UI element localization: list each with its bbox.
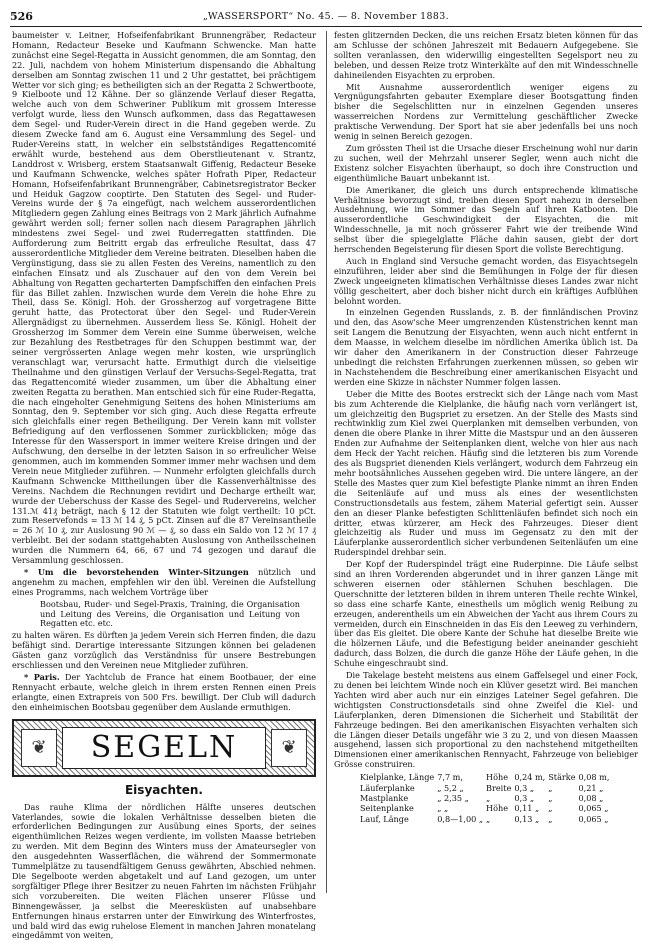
table-row <box>360 783 612 793</box>
table-cell: 0,065 „ <box>578 813 609 824</box>
table-cell: 0,8—1,00 „ <box>437 813 484 824</box>
table-cell: Höhe <box>486 803 509 814</box>
column-divider <box>326 31 327 893</box>
table-cell: „ <box>548 813 553 824</box>
left-column <box>12 30 316 941</box>
table-cell: 7,7 m, <box>437 772 463 783</box>
lecture-topics: Bootsbau, Ruder- und Segel-Praxis, Training, die Organisation und Leitung des Vereins, die Organisation und Leitung von Regatten etc. etc. <box>40 598 300 629</box>
article-paragraph: Ueber die Mitte des Bootes erstreckt sich der Länge nach vom Mast bis zum Achterende die Kielplanke, die häufig nach vorn verlängert ist, um gleichzeitig den Bugspriet zu ersetzen. An der Stelle des Masts sind rechtwinklig zum Kiel zwei Querplanken mit demselben verbunden, von denen die obere Planke in ihrer Mitte die Mastspur und an den äusseren Enden zur Aufnahme der Seitenplanken dient, welche von hier aus nach dem Heck der Yacht reichen. Häufig sind die letzteren bis zum Vorende des als Bugspriet dienenden Kiels verlängert, wodurch dem Fahrzeug ein mehr bootsähnliches Aussehen gegeben wird. Die untere längere, an der Stelle des Mastes quer zum Kiel befestigte Planke nimmt an ihren Enden die Seitenläufe auf und muss als eines der wesentlichsten Constructionsdetails aus festem, zähem Material gefertigt sein. Ausser den an dieser Planke befestigten Schlittenläufen befindet sich noch ein dritter, etwas kürzerer, am Heck des Fahrzeuges. Dieser dient gleichzeitig als Ruder und muss im Gegensatz zu den mit der Läuferplanke ausserordentlich sicher verbundenen Seitenläufen um eine Ruderspindel drehbar sein. <box>334 388 638 558</box>
table-cell: 0,3 „ <box>514 792 535 803</box>
table-cell: Lauf, Länge <box>360 813 409 824</box>
page-header <box>10 8 642 27</box>
article-paragraph: Auch in England sind Versuche gemacht worden, das Eisyachtsegeln einzuführen, leider aber sind die Bemühungen in Folge der für diesen Zweck ungeeigneten klimatischen Verhältnisse dieses Landes zwar nicht völlig gescheitert, aber doch bisher nicht durch ein kräftiges Aufblühen belohnt worden. <box>334 255 638 306</box>
table-cell: 0,08 „ <box>578 792 604 803</box>
article-paragraph: Die Amerikaner, die gleich uns durch entsprechende klimatische Verhältnisse bevorzugt sind, treiben diesen Sport nahezu in derselben Ausdehnung, wie im Sommer das Segeln auf ihren Katbooten. Die ausserordentliche Geschwindigkeit der Eisyachten, die mit Windesschnelle, ja mit noch grösserer Fahrt wie der treibende Wind selbst über die spiegelglatte Fläche dahin sausen, giebt der dort herrschenden Begeisterung für diesen Sport die vollste Berechtigung. <box>334 184 638 255</box>
article-paragraph: festen glitzernden Decken, die uns reichen Ersatz bieten können für das am Schlusse der schönen Jahreszeit mit Bedauern Aufgegebene. Sie sollten veranlassen, den widerwillig eingestellten Segelsport neu zu beleben, und dessen Reize trotz Winterkälte auf den mit Windesschnelle dahineilenden Eisyachten zu erproben. <box>334 30 638 80</box>
table-cell: „ 2,35 „ <box>437 792 469 803</box>
table-cell: 0,3 „ <box>514 782 535 793</box>
table-cell: „ 5,2 „ <box>437 782 464 793</box>
table-cell: 0,08 m, <box>578 772 610 783</box>
article-title: Eisyachten. <box>124 782 203 797</box>
page-number: 526 <box>10 10 33 23</box>
dimensions-table <box>360 772 612 824</box>
winter-sessions-closing: zu halten wären. Es dürften ja jedem Verein sich Herren finden, die dazu befähigt sind. Derartige interessante Sitzungen können bei geladenen Gästen ganz vorzüglich das Verständniss für unsere Bestrebungen erschliessen und den Vereinen neue Mitglieder zuführen. <box>12 630 316 671</box>
article-paragraph: Mit Ausnahme ausserordentlich weniger eigens zu Vergnügungsfahrten gebauter Exemplare dieser Bootsgattung finden bisher die Segelschlitten nur in einzelnen Gegenden unseres wasserreichen Nordens zur Vermittelung geschäftlicher Zwecke praktische Verwendung. Der Sport hat sie aber jedenfalls bei uns noch wenig in seinen Bereich gezogen. <box>334 81 638 142</box>
paris-note <box>12 673 316 713</box>
running-title: „WASSERSPORT“ No. 45. — 8. November 1883. <box>202 11 450 22</box>
table-cell: Höhe <box>486 772 509 783</box>
right-column <box>334 31 638 893</box>
article-intro: Das rauhe Klima der nördlichen Hälfte unseres deutschen Vaterlandes, sowie die lokalen Verhältnisse desselben bieten die erforderlichen Bedingungen zur Ausübung eines Sports, der seines eigenthümlichen Reizes wegen verdiente, im vollsten Maasse betrieben zu werden. Mit dem Beginn des Winters muss der Amateursegler von den ausgedehnten Wasserflächen, die während der Sommermonate Tummelplätze zu tausendfältigem Genuss gewährten, Abschied nehmen. Die Segelboote werden abgetakelt und auf Land gezogen, um unter sorgfältiger Pflege ihrer Besitzer zu neuen Fahrten im nächsten Frühjahr sich vorzubereiten. Die weiten Flächen unserer Flüsse und Binnengewässer, ja selbst die Meeresküsten auf unabsehbare Entfernungen hinaus erstarren unter der Einwirkung des Winterfrostes, und bald wird das ewig ruhelose Element in manchen Jahren monatelang eingedämmt von weiten, <box>12 801 316 941</box>
table-cell: 0,21 „ <box>578 782 604 793</box>
article-paragraph: In einzelnen Gegenden Russlands, z. B. der finnländischen Provinz und den, das Asow'sche Meer umgrenzenden Küstenstrichen kennt man seit Langem die Benutzung der Eisyachten, wenn auch nicht entfernt in dem Maasse, in welchem dieselbe im nördlichen Amerika üblich ist. Da wir daher den Amerikanern in der Construction dieser Fahrzeuge unbedingt die reichsten Erfahrungen zuerkennen müssen, so geben wir in Nachstehendem die Beschreibung einer amerikanischen Eisyacht und werden eine Skizze in nächster Nummer folgen lassen. <box>334 307 638 387</box>
table-cell: „ <box>486 792 491 803</box>
table-row <box>360 814 612 824</box>
table-cell: „ <box>548 803 553 814</box>
table-cell: „ <box>548 792 553 803</box>
table-row <box>360 803 612 813</box>
columns <box>10 27 642 941</box>
article-paragraph: Der Kopf der Ruderspindel trägt eine Ruderpinne. Die Läufe selbst sind an ihren Vorderenden abgerundet und in ihrer ganzen Länge mit schweren eisernen oder stählernen Schuhen beschlagen. Die Querschnitte der letzteren bilden in ihrem unteren Theile rechte Winkel, so dass eine scharfe Kante, einestheils um möglich wenig Reibung zu erzeugen, anderentheils um ein Abweichen der Yacht aus ihrem Cours zu vermeiden, durch ein Einschneiden in das Eis den Leeweg zu verhindern, über das Eis gleitet. Die obere Kante der Schuhe hat dieselbe Breite wie die hölzernen Läufe, und die Befestigung beider aneinander geschieht dadurch, dass Bolzen, die durch die ganze Höhe der Läufe gehen, in die Schuhe eingeschraubt sind. <box>334 559 638 669</box>
table-cell: Breite <box>486 782 512 793</box>
club-report-paragraph: baumeister v. Leitner, Hofseifenfabrikant Brunnengräber, Redacteur Homann, Redacteur Beseke und Kaufmann Schwencke. Man hatte zunächst eine Segel-Regatta in Aussicht genommen, die am Sonntag, den 22. Juli, nachdem von hohem Ministerium dispensando die Abhaltung derselben am Sonntag zwischen 11 und 2 Uhr gestattet, bei prächtigem Wetter vor sich ging; es betheiligten sich an der Regatta 2 Schwertboote, 9 Kielboote und 12 Kähne. Der so glänzende Verlauf dieser Regatta, welche auch von dem Schweriner Publikum mit grossem Interesse verfolgt wurde, liess den Wunsch aufkommen, dass das Regattawesen dem Segel- und Ruder-Verein direct in die Hand gegeben werde. Zu diesem Zwecke fand am 6. August eine Versammlung des Segel- und Ruder-Vereins statt, in welcher ein selbstständiges Regattencomité erwählt wurde, bestehend aus dem Oberstlieutenant v. Strantz, Landdrost v. Wrisberg, erstem Staatsanwalt Giffenig, Redacteur Beseke und Kaufmann Schwencke, welches später Hofrath Piper, Redacteur Homann, Hofseifenfabrikant Brunnengräber, Cabinetsregistrator Becker und Heiduk Gagzow cooptirte. Den Statuten des Segel- und Ruder-Vereins wurde der § 7a eingefügt, nach welchem ausserordentlichen Mitgliedern gegen Zahlung eines Beitrags von 2 Mark jährlich Aufnahme gewährt werden soll; ferner sollen nach diesem Paragraphen jährlich mindestens zwei Segel- und zwei Ruderregatten stattfinden. Die Aufforderung zum Beitritt ergab das erfreuliche Resultat, dass 47 ausserordentliche Mitglieder dem Vereine beitraten. Dieselben haben die Vergünstigung, dass sie zu allen Festen des Vereins, namentlich zu den einfachen Einsatz und als Zuschauer auf den von dem Verein bei Abhaltung von Regatten gecharterten Dampfschiffen den einfachen Preis für das Billet zahlen. Inzwischen wurde dem Verein die hohe Ehre zu Theil, dass Se. Königl. Hoh. der Grossherzog auf vorgetragene Bitte geruht hatte, das Protectorat über den Segel- und Ruder-Verein Allergnädigst zu übernehmen. Ausserdem liess Se. Königl. Hoheit der Grossherzog im Sommer dem Verein eine Summe überweisen, welche zur Bezahlung des Restbetrages für den Schuppen bestimmt war, der seiner vergrösserten Anlage wegen mehr kosten, wie ursprünglich veranschlagt war, verursacht hatte. Ermuthigt durch die vielseitige Theilnahme und den günstigen Verlauf der Versuchs-Segel-Regatta, trat das Regattencomité wieder zusammen, um über die Abhaltung einer zweiten Regatta zu berathen. Man entschied sich für eine Ruder-Regatta, die nach eingeholter Genehmigung Seitens des hohen Ministeriums am Sonntag, den 9. September vor sich ging. Auch diese Regatta erfreute sich gleichfalls einer regen Betheiligung. Der Verein kann mit vollster Befriedigung auf den verflossenen Sommer zurückblicken; möge das Interesse für den Wassersport in immer weitere Kreise dringen und der Aufschwung, den derselbe in der letzten Saison in so erfreulicher Weise genommen, auch im kommenden Sommer immer mehr wachsen und dem Verein neue Mitglieder zuführen. — Nunmehr erfolgten gleichfalls durch Kaufmann Schwencke Mittheilungen über die Kassenverhältnisse des Vereins. Nachdem die Rechnungen revidirt und Decharge ertheilt war, wurde der Ueberschuss der Kasse des Segel- und Rudervereins, welcher 131.ℳ 41₰ beträgt, nach § 12 der Statuten wie folgt vertheilt: 10 pCt. zum Reservefonds = 13 ℳ 14 ₰, 5 pCt. Zinsen auf die 87 Vereinsantheile = 26 ℳ 10 ₰, zur Auslosung 90 ℳ — ₰, so dass ein Saldo von 12 ℳ 17 ₰ verbleibt. Bei der sodann stattgehabten Auslosung von Antheilsscheinen wurden die Nummern 64, 66, 67 und 74 gezogen und darauf die Versammlung geschlossen. <box>12 30 316 566</box>
table-cell: 0,11 „ <box>514 803 540 814</box>
section-title: SEGELN <box>90 730 238 766</box>
table-cell: Mastplanke <box>360 792 409 803</box>
banner-plate <box>62 727 266 769</box>
paris-text: Der Yachtclub de France hat einem Bootbauer, der eine Rennyacht erbaute, welche gleich in ihrem ersten Rennen einen Preis erlangte, einen Extrapreis von 500 Frs. bewilligt. Der Club will dadurch den einheimischen Bootsbau gegenüber dem Auslande ermuthigen. <box>12 672 316 712</box>
winter-sessions-lead: * Um die bevorstehenden Winter-Sitzungen <box>24 566 249 577</box>
table-cell: „ <box>548 782 553 793</box>
winter-sessions-note <box>12 568 316 598</box>
table-cell: Läuferplanke <box>360 782 415 793</box>
paris-lead: * Paris. <box>24 672 60 682</box>
ornament-left-icon <box>21 729 57 767</box>
table-cell: Seitenplanke <box>360 803 414 814</box>
table-cell: 0,065 „ <box>578 803 609 814</box>
section-banner <box>12 719 316 777</box>
table-cell: „ <box>486 813 491 824</box>
ornament-right-icon <box>271 729 307 767</box>
table-row <box>360 772 612 782</box>
table-cell: Kielplanke, Länge <box>360 772 435 783</box>
table-cell: „ „ <box>437 803 449 814</box>
table-cell: 0,13 „ <box>514 813 540 824</box>
table-cell: 0,24 m, <box>514 772 546 783</box>
article-paragraph: Die Takelage besteht meistens aus einem Gaffelsegel und einer Fock, zu denen bei leichtem Winde noch ein Klüver gesetzt wird. Bei manchen Yachten wird aber auch nur ein einziges Lateiner Segel gefahren. Die wichtigsten Constructionsdetails sind ohne Zweifel die Kiel- und Läuferplanken, deren Dimensionen die Sicherheit und Stabilität der Fahrzeuge bedingen. Bei den amerikanischen Eisyachten verhalten sich die Längen dieser Details ungefähr wie 3 zu 2, und von diesen Maassen ausgehend, lassen sich proportional zu den nachstehend mitgetheilten Dimensionen einer amerikanischen Rennyacht, Fahrzeuge von beliebiger Grösse construiren. <box>334 670 638 770</box>
article-paragraph: Zum grössten Theil ist die Ursache dieser Erscheinung wohl nur darin zu suchen, weil der Mehrzahl unserer Segler, wenn auch nicht die Existenz solcher Eisyachten überhaupt, so doch ihre Construction und eigenthümliche Bauart unbekannt ist. <box>334 142 638 183</box>
winter-sessions-text: nützlich und angenehm zu machen, empfehlen wir den übl. Vereinen die Aufstellung eines Programms, nach welchem Vorträge über <box>12 566 316 597</box>
table-cell: Stärke <box>548 772 576 783</box>
table-row <box>360 793 612 803</box>
